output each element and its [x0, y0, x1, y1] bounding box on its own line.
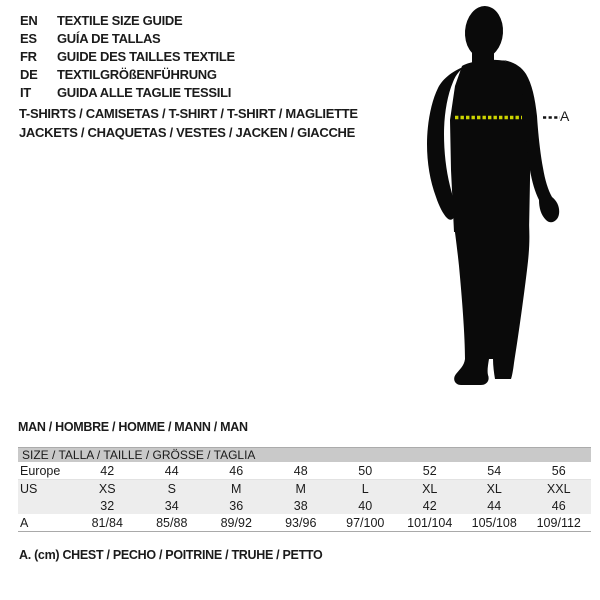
garment-categories	[19, 105, 358, 142]
row-label: Europe	[18, 462, 75, 480]
table-cell: M	[204, 480, 269, 498]
table-cell: 89/92	[220, 515, 252, 530]
table-cell: L	[333, 480, 398, 498]
row-label: A	[20, 515, 29, 530]
table-cell: 97/100	[346, 515, 385, 530]
size-table	[18, 447, 591, 532]
table-cell: XS	[75, 480, 140, 498]
language-row	[20, 29, 235, 47]
table-cell: 52	[398, 462, 463, 480]
category-line-jackets: JACKETS / CHAQUETAS / VESTES / JACKEN / GIACCHE	[19, 124, 355, 140]
table-row-uk	[18, 497, 591, 514]
size-table-header-row	[18, 448, 591, 463]
table-row-chest	[18, 514, 591, 532]
table-cell: 46	[527, 497, 592, 514]
table-cell: 32	[75, 497, 140, 514]
table-cell: 101/104	[407, 515, 453, 530]
table-cell: 85/88	[156, 515, 188, 530]
table-cell: 81/84	[91, 515, 123, 530]
table-cell: 40	[333, 497, 398, 514]
table-cell: 93/96	[285, 515, 317, 530]
measurement-footnote: A. (cm) CHEST / PECHO / POITRINE / TRUHE / PETTO	[19, 548, 323, 562]
section-title: MAN / HOMBRE / HOMME / MANN / MAN	[18, 420, 248, 434]
torso	[450, 60, 531, 232]
language-code: EN	[20, 12, 38, 28]
man-silhouette-svg	[410, 0, 600, 400]
measurement-a-label: A	[560, 108, 570, 124]
language-row	[20, 11, 235, 29]
language-title-block	[20, 11, 235, 101]
table-row-europe	[18, 462, 591, 480]
category-line-tshirts: T-SHIRTS / CAMISETAS / T-SHIRT / T-SHIRT / MAGLIETTE	[19, 106, 358, 121]
table-cell: 44	[462, 497, 527, 514]
language-code: FR	[20, 48, 37, 64]
table-cell: 56	[527, 462, 592, 480]
language-row	[20, 65, 235, 83]
guide-title: GUIDE DES TAILLES TEXTILE	[57, 48, 235, 64]
language-row	[20, 83, 235, 101]
table-cell: 38	[269, 497, 334, 514]
row-label: US	[18, 480, 75, 498]
table-cell: 48	[269, 462, 334, 480]
row-label	[18, 497, 75, 514]
guide-title: TEXTILGRÖßENFÜHRUNG	[57, 66, 217, 82]
table-cell: XL	[398, 480, 463, 498]
table-cell: 42	[75, 462, 140, 480]
guide-title: GUÍA DE TALLAS	[57, 30, 161, 46]
table-cell: 54	[462, 462, 527, 480]
language-code: IT	[20, 84, 31, 100]
table-cell: 46	[204, 462, 269, 480]
language-code: ES	[20, 30, 37, 46]
table-row-us	[18, 480, 591, 498]
table-cell: 50	[333, 462, 398, 480]
table-cell: 34	[140, 497, 205, 514]
guide-title: TEXTILE SIZE GUIDE	[57, 12, 183, 28]
table-cell: XL	[462, 480, 527, 498]
table-cell: S	[140, 480, 205, 498]
table-cell: 44	[140, 462, 205, 480]
size-table-header: SIZE / TALLA / TAILLE / GRÖSSE / TAGLIA	[18, 448, 591, 463]
man-silhouette-shape	[427, 5, 559, 385]
man-silhouette-figure	[410, 0, 600, 400]
table-cell: 105/108	[471, 515, 517, 530]
guide-title: GUIDA ALLE TAGLIE TESSILI	[57, 84, 232, 100]
legs	[454, 225, 529, 385]
table-cell: XXL	[527, 480, 592, 498]
language-row	[20, 47, 235, 65]
table-cell: 42	[398, 497, 463, 514]
table-cell: 109/112	[536, 515, 581, 530]
table-cell: 36	[204, 497, 269, 514]
language-code: DE	[20, 66, 38, 82]
table-cell: M	[269, 480, 334, 498]
